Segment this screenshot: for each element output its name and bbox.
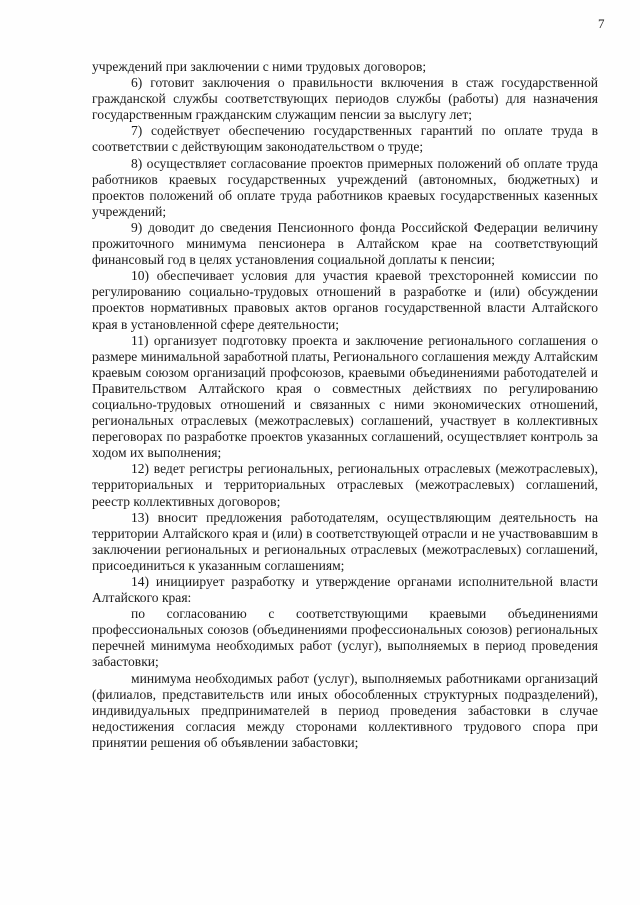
paragraph-item-8: 8) осуществляет согласование проектов примерных положений об оплате труда работников краевых государственных учреждений (автономных, бюджетных) и проектов положений об оплате труда работников краевых государственных казенных учреждений; xyxy=(92,155,598,219)
page-number: 7 xyxy=(598,16,605,31)
paragraph-item-11: 11) организует подготовку проекта и заключение регионального соглашения о размере минимальной заработной платы, Регионального соглашения между Алтайским краевым союзом организаций профсоюзов, краевыми объединениями работодателей и Правительством Алтайского края о совместных действиях по регулированию социально-трудовых отношений и связанных с ними экономических отношений, региональных отраслевых (межотраслевых) соглашений, участвует в коллективных переговорах по разработке проектов указанных соглашений, осуществляет контроль за ходом их выполнения; xyxy=(92,332,598,461)
paragraph-item-14-sub-1: по согласованию с соответствующими краевыми объединениями профессиональных союзов (объединениями профессиональных союзов) региональных перечней минимума необходимых работ (услуг), выполняемых в период проведения забастовки; xyxy=(92,606,598,670)
paragraph-item-10: 10) обеспечивает условия для участия краевой трехсторонней комиссии по регулированию социально-трудовых отношений в разработке и (или) обсуждении проектов нормативных правовых актов органов государственной власти Алтайского края в установленной сфере деятельности; xyxy=(92,268,598,332)
paragraph-item-14: 14) инициирует разработку и утверждение органами исполнительной власти Алтайского края: xyxy=(92,574,598,606)
paragraph-item-13: 13) вносит предложения работодателям, осуществляющим деятельность на территории Алтайского края и (или) в соответствующей отрасли и не участвовавшим в заключении региональных и региональных отраслевых (межотраслевых) соглашений, присоединиться к указанным соглашениям; xyxy=(92,509,598,573)
paragraph-continuation: учреждений при заключении с ними трудовых договоров; xyxy=(92,59,427,74)
paragraph-item-7: 7) содействует обеспечению государственных гарантий по оплате труда в соответствии с действующим законодательством о труде; xyxy=(92,123,598,155)
paragraph-item-14-sub-2: минимума необходимых работ (услуг), выполняемых работниками организаций (филиалов, представительств или иных обособленных структурных подразделений), индивидуальных предпринимателей в период проведения забастовки в случае недостижения согласия между сторонами коллективного трудового спора при принятии решения об объявлении забастовки; xyxy=(92,670,598,750)
paragraph-item-12: 12) ведет регистры региональных, региональных отраслевых (межотраслевых), территориальных и территориальных отраслевых (межотраслевых) соглашений, реестр коллективных договоров; xyxy=(92,461,598,509)
paragraph-item-6: 6) готовит заключения о правильности включения в стаж государственной гражданской службы соответствующих периодов службы (работы) для назначения государственным гражданским служащим пенсии за выслугу лет; xyxy=(92,75,598,123)
paragraph-item-9: 9) доводит до сведения Пенсионного фонда Российской Федерации величину прожиточного минимума пенсионера в Алтайском крае на соответствующий финансовый год в целях установления социальной доплаты к пенсии; xyxy=(92,219,598,268)
document-body xyxy=(92,59,598,751)
